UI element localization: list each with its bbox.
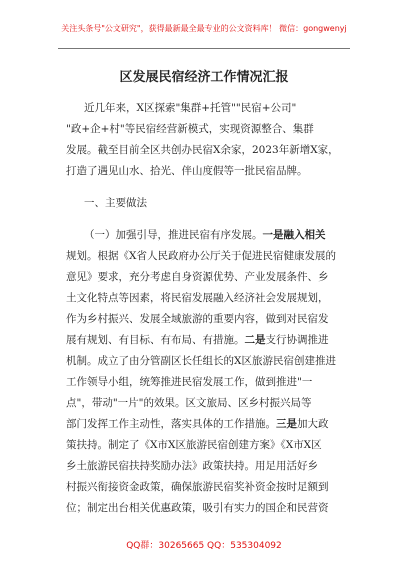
body-line-1: 近几年来，X区探索"集群+托管""民宿+公司" xyxy=(84,102,297,114)
body-line-para2-7: 机制。成立了由分管副区长任组长的X区旅游民宿创建推进 xyxy=(66,355,336,367)
body-line-para2-10 xyxy=(66,417,342,431)
subheading-text: （一）加强引导，推进民宿有序发展。 xyxy=(84,229,263,241)
body-line-para2-14: 位；制定出台相关优惠政策，吸引有实力的国企和民营资 xyxy=(66,502,329,514)
text-segment: 展有规划、有目标、有布局、有措施。 xyxy=(66,334,245,346)
body-line-para2-9: 点"，带动"一片"的效果。区文旅局、区乡村振兴局等 xyxy=(66,397,312,409)
body-line-4: 打造了遇见山水、拾光、伴山度假等一批民宿品牌。 xyxy=(66,165,308,177)
body-line-para2-8: 工作领导小组，统筹推进民宿发展工作，做到推进"一 xyxy=(66,376,313,388)
body-line-3: 发展。截至目前全区共创办民宿X余家，2023年新增X家， xyxy=(66,144,339,156)
section-heading-1: 一、主要做法 xyxy=(84,197,147,209)
point-one-label: 一是融入相关 xyxy=(262,229,326,241)
body-line-para2-4: 土文化特点等因素，将民宿发展融入经济社会发展规划， xyxy=(66,292,329,304)
footer-contact-text: QQ群：30265665 QQ：535304092 xyxy=(126,541,282,551)
body-line-para2-6 xyxy=(66,333,342,347)
text-segment: 加大政 xyxy=(297,418,329,430)
text-segment: 部门发挥工作主动性，落实具体的工作措施。 xyxy=(66,418,276,430)
body-line-para2-13: 村振兴衔接资金政策，确保旅游民宿奖补资金按时足额到 xyxy=(66,481,329,493)
body-line-para2-3: 意见》要求，充分考虑自身资源优势、产业发展条件、乡 xyxy=(66,271,329,283)
point-two-label: 二是 xyxy=(244,334,266,346)
text-segment: 支行协调推进 xyxy=(265,334,329,346)
body-line-para2-2: 规划。根据《X省人民政府办公厅关于促进民宿健康发展的 xyxy=(66,250,336,262)
body-line-para2-12: 乡土旅游民宿扶持奖励办法》政策扶持。用足用活好乡 xyxy=(66,460,318,472)
body-line-para2-11: 策扶持。制定了《X市X区旅游民宿创建方案》《X市X区 xyxy=(66,439,322,451)
header-divider xyxy=(58,48,350,49)
body-line-para2-5: 作为乡村振兴、发展全域旅游的重要内容，做到对民宿发 xyxy=(66,313,329,325)
header-promo-text: 关注头条号"公文研究"，获得最新最全最专业的公文资料库！ 微信：gongwenyj xyxy=(61,24,347,33)
point-three-label: 三是 xyxy=(276,418,297,430)
body-line-para2-1 xyxy=(84,228,342,242)
document-title: 区发展民宿经济工作情况汇报 xyxy=(119,70,289,85)
body-line-2: "政+企+村"等民宿经营新模式，实现资源整合、集群 xyxy=(66,123,314,135)
